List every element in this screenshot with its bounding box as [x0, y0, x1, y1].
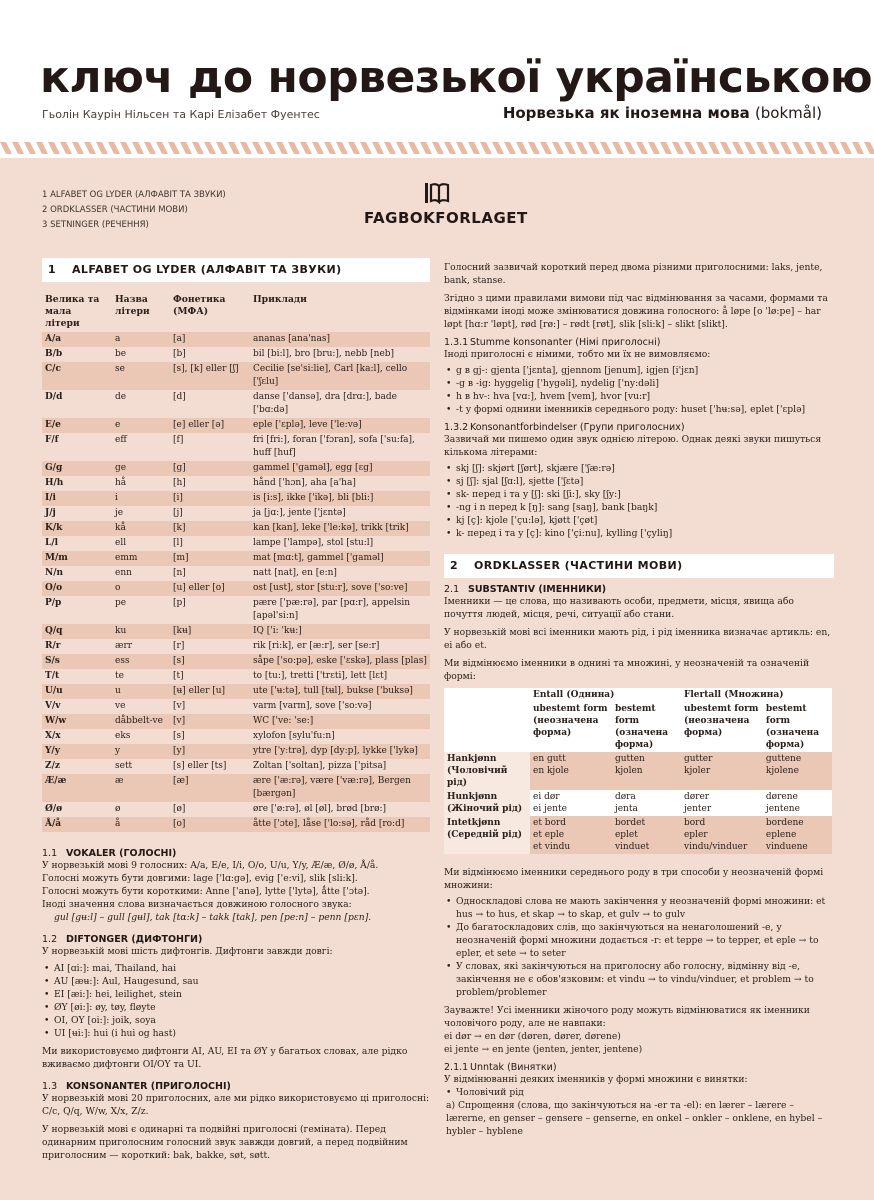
table-cell: rik [ri:k], er [æ:r], ser [se:r]: [250, 639, 430, 654]
table-cell: A/a: [42, 332, 112, 347]
table-cell: eff: [112, 433, 170, 461]
list-item: • k- перед i та y [ç]: kino ['çi:nu], kylling ['çyliŋ]: [444, 527, 834, 540]
table-cell: [r]: [170, 639, 250, 654]
toc-item[interactable]: 1 ALFABET OG LYDER (АЛФАВІТ ТА ЗВУКИ): [42, 190, 226, 200]
table-cell: H/h: [42, 476, 112, 491]
paragraph: Ми використовуємо дифтонги AI, AU, EI та ØY у багатьох словах, але рідко вживаємо дифтонги OI/OY та UI.: [42, 1046, 408, 1070]
table-header: Фонетика (МФА): [173, 294, 226, 317]
table-cell: N/n: [42, 566, 112, 581]
table-cell: y: [112, 744, 170, 759]
publisher-logo: [364, 182, 528, 227]
table-cell: je: [112, 506, 170, 521]
table-cell: [f]: [170, 433, 250, 461]
table-cell: [ø]: [170, 802, 250, 817]
page-title: ключ до норвезької українською: [40, 52, 873, 103]
noun-form: gutter: [683, 754, 713, 764]
table-cell: se: [112, 362, 170, 390]
table-header: Приклади: [253, 294, 307, 305]
paragraph: а) Спрощення (слова, що закінчуються на -er та -el): en lærer – lærere – lærerne, en genser – genserе – genserne, en onkel – onkler – onklene, en hybel – hybler – hyblene: [446, 1100, 823, 1137]
table-cell: [v]: [170, 699, 250, 714]
subsection-heading: [42, 934, 430, 945]
subsection-heading: [444, 1062, 834, 1073]
table-cell: lampe ['lampə], stol [stu:l]: [250, 536, 430, 551]
paragraph: Голосний зазвичай короткий перед двома різними приголосними: laks, jente, bank, stanse.: [444, 262, 823, 286]
table-cell: te: [112, 669, 170, 684]
noun-form: jenta: [614, 804, 638, 814]
table-cell: Ø/ø: [42, 802, 112, 817]
table-cell: [k]: [170, 521, 250, 536]
paragraph: Іноді приголосні є німими, тобто ми їх не вимовляємо:: [444, 349, 711, 360]
noun-form: gutten: [614, 754, 645, 764]
table-cell: [s]: [170, 654, 250, 669]
list-item: • До багатоскладових слів, що закінчуються на ненаголошений -e, у неозначеній формі множини додається -r: et teppe → to tepper, et eple → to epler, et sete → to seter: [444, 921, 834, 960]
noun-form: vinduene: [765, 842, 808, 852]
paragraph: Зауважте! Усі іменники жіночого роду можуть відмінюватися як іменники чоловічого роду, але не навпаки:: [444, 1005, 810, 1029]
table-cell: [p]: [170, 596, 250, 624]
table-cell: O/o: [42, 581, 112, 596]
table-cell: G/g: [42, 461, 112, 476]
table-row: [42, 654, 430, 669]
table-cell: ku: [112, 624, 170, 639]
noun-form: kjolen: [614, 766, 643, 776]
noun-form: vindu/vinduer: [683, 842, 748, 852]
subtitle: [503, 104, 822, 122]
table-cell: [t]: [170, 669, 250, 684]
paragraph: У норвезькій мові є одинарні та подвійні приголосні (геміната). Перед одинарним приголосним голосний звук завжди довгий, а перед подвійним приголосним — короткий: bak, bakke, søt, søtt.: [42, 1124, 408, 1161]
table-cell: sett: [112, 759, 170, 774]
table-cell: såpe ['so:pə], eske ['ɛskə], plass [plas]: [250, 654, 430, 669]
section-title: ORDKLASSER (ЧАСТИНИ МОВИ): [474, 559, 683, 572]
section-title: ALFABET OG LYDER (АЛФАВІТ ТА ЗВУКИ): [72, 263, 342, 276]
gender-label: Intetkjønn (Середній рід): [444, 816, 530, 854]
table-cell: [l]: [170, 536, 250, 551]
table-cell: Zoltan ['soltan], pizza ['pitsa]: [250, 759, 430, 774]
list-item: • sk- перед i та y [ʃ]: ski [ʃi:], sky [ʃy:]: [444, 488, 834, 501]
table-cell: E/e: [42, 418, 112, 433]
table-cell: de: [112, 390, 170, 418]
subsection-title: SUBSTANTIV (ІМЕННИКИ): [468, 584, 607, 595]
table-cell: [681, 752, 763, 790]
list-item: • sj [ʃ]: sjal [ʃɑ:l], sjette ['ʃɛtə]: [444, 475, 834, 488]
table-cell: bil [bi:l], bro [bru:], nebb [neb]: [250, 347, 430, 362]
logo-text: FAGBOKFORLAGET: [364, 209, 528, 227]
diphthong-list: [42, 962, 430, 1040]
noun-form: jenter: [683, 804, 712, 814]
table-row: [42, 332, 430, 347]
subsection-heading: [42, 1081, 430, 1092]
table-cell: ge: [112, 461, 170, 476]
table-cell: WC ['ve: 'se:]: [250, 714, 430, 729]
noun-form: dørene: [765, 792, 798, 802]
table-row: [42, 817, 430, 832]
toc-item[interactable]: 3 SETNINGER (РЕЧЕННЯ): [42, 220, 149, 230]
table-cell: L/l: [42, 536, 112, 551]
subsection-number: 2.1: [444, 584, 460, 595]
noun-form: kjoler: [683, 766, 711, 776]
subsection-title: Unntak (Винятки): [470, 1062, 557, 1073]
left-column: [42, 258, 430, 1162]
section-heading: [42, 258, 430, 282]
list-item: • AI [ɑi:]: mai, Thailand, hai: [42, 962, 430, 975]
table-cell: J/j: [42, 506, 112, 521]
noun-form: vinduet: [614, 842, 650, 852]
table-cell: D/d: [42, 390, 112, 418]
table-cell: [612, 816, 681, 854]
table-row: [42, 476, 430, 491]
table-cell: [e] eller [ə]: [170, 418, 250, 433]
list-item: • h в hv-: hva [vɑ:], hvem [vem], hvor [vu:r]: [444, 390, 834, 403]
list-item: • -ng і n перед k [ŋ]: sang [saŋ], bank [baŋk]: [444, 501, 834, 514]
table-cell: S/s: [42, 654, 112, 669]
table-cell: [u] eller [o]: [170, 581, 250, 596]
table-cell: [612, 752, 681, 790]
subsection-number: 1.2: [42, 934, 58, 945]
noun-form: en kjole: [533, 766, 569, 776]
table-cell: to [tu:], tretti ['trɛti], lett [lɛt]: [250, 669, 430, 684]
noun-declension-table: [444, 688, 832, 854]
list-item: • -t у формі однини іменників середнього роду: huset ['hʉ:sə], eplet ['ɛplə]: [444, 403, 834, 416]
table-cell: pære ['pæ:rə], par [pɑ:r], appelsin [apəl'si:n]: [250, 596, 430, 624]
table-row: [42, 744, 430, 759]
table-cell: [s] eller [ts]: [170, 759, 250, 774]
noun-form: et bord: [533, 818, 567, 828]
noun-form: eplene: [765, 830, 797, 840]
exception-list: [444, 1086, 834, 1099]
consonant-cluster-list: [444, 462, 834, 540]
table-cell: [b]: [170, 347, 250, 362]
table-cell: [s]: [170, 729, 250, 744]
table-cell: i: [112, 491, 170, 506]
table-row: [42, 759, 430, 774]
table-row: [42, 491, 430, 506]
noun-form: guttene: [765, 754, 802, 764]
table-cell: [763, 752, 832, 790]
table-cell: ø: [112, 802, 170, 817]
table-cell: mat [mɑ:t], gammel ['gaməl]: [250, 551, 430, 566]
table-cell: kan [kan], leke ['le:kə], trikk [trik]: [250, 521, 430, 536]
table-row: [42, 536, 430, 551]
table-cell: xylofon [sylu'fu:n]: [250, 729, 430, 744]
paragraph: Іменники — це слова, що називають особи, предмети, місця, явища або почуття людей, місця, речі, ситуації або стани.: [444, 596, 794, 620]
table-cell: danse ['dansə], dra [drɑ:], bade ['bɑ:də]: [250, 390, 430, 418]
table-cell: [g]: [170, 461, 250, 476]
table-cell: ananas [ana'nas]: [250, 332, 430, 347]
list-item: • g в gj-: gjenta ['jɛnta], gjennom [jenum], igjen [i'jɛn]: [444, 364, 834, 377]
table-cell: ve: [112, 699, 170, 714]
table-cell: dåbbelt-ve: [112, 714, 170, 729]
section-number: 2: [450, 559, 459, 572]
list-item: • skj [ʃ]: skjørt [ʃørt], skjære ['ʃæ:rə]: [444, 462, 834, 475]
table-header: bestemt form (означена форма): [614, 704, 669, 750]
noun-form: kjolene: [765, 766, 799, 776]
toc-item[interactable]: 2 ORDKLASSER (ЧАСТИНИ МОВИ): [42, 205, 188, 215]
noun-form: jentene: [765, 804, 800, 814]
paragraph: У норвезькій мові 20 приголосних, але ми рідко використовуємо ці приголосні: C/c, Q/q, W/w, X/x, Z/z.: [42, 1093, 430, 1117]
subsection-number: 1.3.2: [444, 422, 469, 433]
subsection-title: Stumme konsonanter (Німі приголосні): [470, 337, 661, 348]
table-row: [42, 684, 430, 699]
subsection-heading: [42, 848, 430, 859]
table-cell: [kʉ]: [170, 624, 250, 639]
subsection-title: KONSONANTER (ПРИГОЛОСНІ): [66, 1081, 231, 1092]
noun-form: dører: [683, 792, 710, 802]
table-cell: ære ['æ:rə], være ['væ:rə], Bergen [bærgən]: [250, 774, 430, 802]
table-cell: eple ['ɛplə], leve ['le:və]: [250, 418, 430, 433]
table-row: [42, 714, 430, 729]
table-cell: Æ/æ: [42, 774, 112, 802]
table-cell: e: [112, 418, 170, 433]
table-row: [42, 433, 430, 461]
table-cell: Z/z: [42, 759, 112, 774]
table-cell: [h]: [170, 476, 250, 491]
subsection-number: 1.3: [42, 1081, 58, 1092]
table-cell: C/c: [42, 362, 112, 390]
table-cell: [i]: [170, 491, 250, 506]
noun-form: ei jente: [533, 804, 567, 814]
list-item: • -g в -ig: hyggelig ['hygəli], nydelig ['ny:dəli]: [444, 377, 834, 390]
table-row: [42, 802, 430, 817]
table-cell: F/f: [42, 433, 112, 461]
noun-form: bord: [683, 818, 706, 828]
table-cell: enn: [112, 566, 170, 581]
table-row: [42, 624, 430, 639]
table-cell: ost [ust], stor [stu:r], sove ['so:ve]: [250, 581, 430, 596]
table-cell: is [i:s], ikke ['ikə], bli [bli:]: [250, 491, 430, 506]
table-cell: ess: [112, 654, 170, 669]
table-cell: [530, 790, 612, 816]
section-heading: [444, 554, 834, 578]
table-cell: IQ ['i: 'kʉ:]: [250, 624, 430, 639]
gender-label: Hankjønn (Чоловічий рід): [444, 752, 530, 790]
table-cell: M/m: [42, 551, 112, 566]
silent-consonant-list: [444, 364, 834, 416]
table-row: [42, 347, 430, 362]
table-header: Назва літери: [115, 294, 150, 317]
table-cell: [j]: [170, 506, 250, 521]
table-cell: [ʉ] eller [u]: [170, 684, 250, 699]
list-item: • OI, OY [oi:]: joik, soya: [42, 1014, 430, 1027]
subsection-heading: [444, 337, 834, 348]
table-cell: U/u: [42, 684, 112, 699]
text-line: ei jente → en jente (jenten, jenter, jentene): [444, 1044, 643, 1055]
table-cell: u: [112, 684, 170, 699]
subtitle-main: Норвезька як іноземна мова: [502, 104, 750, 122]
table-row: [42, 774, 430, 802]
list-item: • ØY [øi:]: øy, tøy, fløyte: [42, 1001, 430, 1014]
table-row: [42, 390, 430, 418]
subsection-title: Konsonantforbindelser (Групи приголосних): [470, 422, 685, 433]
table-cell: åtte ['ɔte], låse ['lo:sə], råd [ro:d]: [250, 817, 430, 832]
table-cell: [a]: [170, 332, 250, 347]
table-cell: øre ['ø:rə], øl [øl], brød [brø:]: [250, 802, 430, 817]
table-row: [42, 699, 430, 714]
table-cell: natt [nat], en [e:n]: [250, 566, 430, 581]
table-row: [42, 362, 430, 390]
paragraph: У норвезькій мові всі іменники мають рід, і рід іменника визначає артикль: en, ei або et.: [444, 627, 831, 651]
table-row: [42, 669, 430, 684]
table-cell: o: [112, 581, 170, 596]
paragraph: У відмінюванні деяких іменників у формі множини є винятки:: [444, 1074, 748, 1085]
table-of-contents: [42, 188, 226, 233]
table-cell: hå: [112, 476, 170, 491]
noun-form: en gutt: [533, 754, 566, 764]
table-row: [42, 521, 430, 536]
noun-form: et vindu: [533, 842, 571, 852]
noun-form: bordene: [765, 818, 804, 828]
table-cell: [y]: [170, 744, 250, 759]
table-cell: B/b: [42, 347, 112, 362]
header: [0, 0, 874, 152]
table-row: [444, 752, 832, 790]
table-cell: Y/y: [42, 744, 112, 759]
table-header: ubestemt form (неозначена форма): [533, 704, 608, 738]
text-line: ei dør → en dør (døren, dører, dørene): [444, 1031, 621, 1042]
table-header: ubestemt form (неозначена форма): [683, 704, 759, 738]
table-cell: [n]: [170, 566, 250, 581]
section-number: 1: [48, 263, 57, 276]
paragraph: Ми відмінюємо іменники в однині та множині, у неозначеній та означеній формі:: [444, 658, 810, 682]
table-cell: [o]: [170, 817, 250, 832]
table-cell: [612, 790, 681, 816]
table-cell: eks: [112, 729, 170, 744]
list-item: • Односкладові слова не мають закінчення у неозначеній формі множини: et hus → to hus, et skap → to skap, et gulv → to gulv: [444, 895, 834, 921]
table-cell: ell: [112, 536, 170, 551]
table-row: [42, 566, 430, 581]
subsection-title: DIFTONGER (ДИФТОНГИ): [66, 934, 203, 945]
table-cell: gammel ['gaməl], egg [ɛg]: [250, 461, 430, 476]
table-row: [42, 581, 430, 596]
table-cell: [763, 816, 832, 854]
gender-label: Hunkjønn (Жіночий рід): [444, 790, 530, 816]
table-cell: [æ]: [170, 774, 250, 802]
table-cell: fri [fri:], foran ['fɔran], sofa ['su:fa], huff [huf]: [250, 433, 430, 461]
book-icon: [424, 182, 454, 204]
table-cell: I/i: [42, 491, 112, 506]
authors: Гьолін Каурін Нільсен та Карі Елізабет Фуентес: [42, 108, 320, 121]
text-line: Іноді значення слова визначається довжиною голосного звука:: [42, 899, 352, 910]
table-cell: ute ['ʉ:tə], tull [tʉl], bukse ['buksə]: [250, 684, 430, 699]
table-cell: pe: [112, 596, 170, 624]
table-header: Entall (Однина): [533, 690, 615, 700]
table-cell: [v]: [170, 714, 250, 729]
table-cell: Å/å: [42, 817, 112, 832]
table-header: Flertall (Множина): [683, 690, 784, 700]
table-cell: emm: [112, 551, 170, 566]
table-cell: å: [112, 817, 170, 832]
table-cell: T/t: [42, 669, 112, 684]
neuter-plural-list: [444, 895, 834, 999]
table-cell: [681, 790, 763, 816]
table-cell: X/x: [42, 729, 112, 744]
table-row: [42, 639, 430, 654]
table-cell: æ: [112, 774, 170, 802]
text-line: У норвезькій мові 9 голосних: A/a, E/e, I/i, O/o, U/u, Y/y, Æ/æ, Ø/ø, Å/å.: [42, 860, 379, 871]
table-cell: [530, 752, 612, 790]
zigzag-divider: [0, 142, 874, 158]
table-cell: Cecilie [se'si:lie], Carl [ka:l], cello ['ʃɛlu]: [250, 362, 430, 390]
table-row: [42, 551, 430, 566]
table-cell: P/p: [42, 596, 112, 624]
subsection-number: 1.1: [42, 848, 58, 859]
list-item: • AU [æʉ:]: Aul, Haugesund, sau: [42, 975, 430, 988]
noun-form: ei dør: [533, 792, 560, 802]
subtitle-paren: (bokmål): [754, 104, 822, 122]
table-row: [42, 506, 430, 521]
alphabet-table: [42, 292, 430, 832]
table-row: [42, 461, 430, 476]
list-item: • UI [ʉi:]: hui (i hui og hast): [42, 1027, 430, 1040]
table-cell: varm [varm], sove ['so:və]: [250, 699, 430, 714]
table-cell: a: [112, 332, 170, 347]
noun-form: bordet: [614, 818, 646, 828]
text-line: Голосні можуть бути короткими: Anne ['anə], lytte ['lytə], ǻtte ['ɔtə].: [42, 886, 370, 897]
table-cell: [s], [k] eller [ʃ]: [170, 362, 250, 390]
table-cell: K/k: [42, 521, 112, 536]
list-item: • kj [ç]: kjole ['çu:lə], kjøtt ['çøt]: [444, 514, 834, 527]
subsection-title: VOKALER (ГОЛОСНІ): [66, 848, 177, 859]
table-cell: Q/q: [42, 624, 112, 639]
subsection-heading: [444, 422, 834, 433]
table-cell: [530, 816, 612, 854]
table-row: [42, 596, 430, 624]
text-line: gul [gʉ:l] – gull [gʉl], tak [tɑ:k] – takk [tak], pen [pe:n] – penn [pɛn].: [54, 912, 372, 923]
table-cell: [d]: [170, 390, 250, 418]
subsection-heading: [444, 584, 834, 595]
paragraph: Згідно з цими правилами вимови під час відмінювання за часами, формами та відмінками іноді може змінюватися довжина голосного: å løpe [o 'lø:pe] – har løpt [hɑ:r 'løpt], rød [rø:] – rødt [røt], slik [sli:k] – slikt [slikt].: [444, 293, 828, 330]
subsection-number: 2.1.1: [444, 1062, 469, 1073]
table-header: Велика та мала літери: [45, 294, 100, 329]
table-cell: ytre ['yːtrə], dyp [dyːp], lykke ['lykə]: [250, 744, 430, 759]
list-item: • У словах, які закінчуються на приголосну або голосну, відмінну від -e, закінчення не є обов'язковим: et vindu → to vindu/vinduer, et problem → to problem/problemer: [444, 960, 834, 999]
noun-form: et eple: [533, 830, 565, 840]
table-row: [42, 418, 430, 433]
paragraph: Зазвичай ми пишемо один звук однією літерою. Однак деякі звуки пишуться кількома літерами:: [444, 434, 822, 458]
noun-form: epler: [683, 830, 708, 840]
table-cell: ja [jɑ:], jente ['jɛntə]: [250, 506, 430, 521]
list-item: • Чоловічий рід: [444, 1086, 834, 1099]
table-cell: [m]: [170, 551, 250, 566]
table-cell: W/w: [42, 714, 112, 729]
table-row: [444, 816, 832, 854]
table-cell: kå: [112, 521, 170, 536]
table-cell: ærr: [112, 639, 170, 654]
text-line: Голосні можуть бути довгими: lage ['lɑ:gə], evig ['e:vi], slik [sli:k].: [42, 873, 358, 884]
paragraph: Ми відмінюємо іменники середнього роду в три способи у неозначеній формі множини:: [444, 867, 824, 891]
table-cell: V/v: [42, 699, 112, 714]
noun-form: eplet: [614, 830, 638, 840]
table-row: [444, 790, 832, 816]
table-cell: R/r: [42, 639, 112, 654]
table-row: [42, 729, 430, 744]
table-cell: hånd ['hɔn], aha [a'ha]: [250, 476, 430, 491]
subsection-number: 1.3.1: [444, 337, 469, 348]
paragraph: У норвезькій мові шість дифтонгів. Дифтонги завжди довгі:: [42, 946, 333, 957]
right-column: [444, 258, 834, 1138]
table-cell: [763, 790, 832, 816]
table-cell: be: [112, 347, 170, 362]
noun-form: døra: [614, 792, 636, 802]
table-cell: [681, 816, 763, 854]
table-header: bestemt form (означена форма): [765, 704, 820, 750]
list-item: • EI [æi:]: hei, leilighet, stein: [42, 988, 430, 1001]
